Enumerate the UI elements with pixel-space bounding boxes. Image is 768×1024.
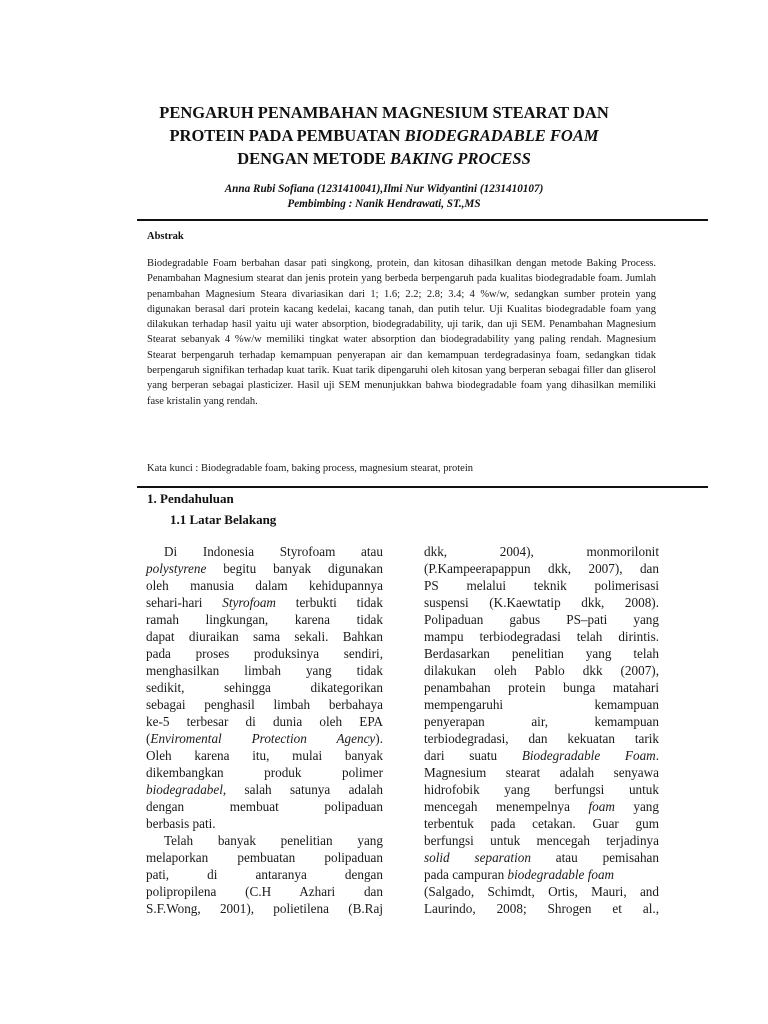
body-line: penyerapan air, kemampuan: [424, 714, 659, 729]
section-heading: 1. Pendahuluan: [147, 491, 234, 506]
body-line: solid separation atau pemisahan: [424, 850, 659, 865]
keywords: Kata kunci : Biodegradable foam, baking process, magnesium stearat, protein: [147, 463, 473, 474]
body-line: sebagai penghasil limbah berbahaya: [146, 697, 383, 712]
body-line: ke-5 terbesar di dunia oleh EPA: [146, 714, 383, 729]
body-column-left: [146, 543, 383, 917]
body-line: mencegah menempelnya foam yang: [424, 799, 659, 814]
body-line: suspensi (K.Kaewtatip dkk, 2008).: [424, 595, 659, 610]
body-line: pada proses produksinya sendiri,: [146, 646, 383, 661]
body-line: dikembangkan produk polimer: [146, 765, 383, 780]
body-line: melaporkan pembuatan polipaduan: [146, 850, 383, 865]
body-line: dengan membuat polipaduan: [146, 799, 383, 814]
title-line-2: PROTEIN PADA PEMBUATAN BIODEGRADABLE FOAM: [169, 126, 599, 145]
body-line: menghasilkan limbah yang tidak: [146, 663, 383, 678]
body-line: mempengaruhi kemampuan: [424, 697, 659, 712]
abstract-body: Biodegradable Foam berbahan dasar pati singkong, protein, dan kitosan dihasilkan dengan metode Baking Process. Penambahan Magnesium stearat dan jenis protein yang berbeda berpengaruh pada kualitas biodegradable foam. Jumlah penambahan Magnesium Steara divariasikan dari 1; 1.6; 2.2; 2.8; 3.4; 4 %w/w, sedangkan sumber protein yang digunakan berasal dari protein kacang kedelai, kacang tanah, dan putih telur. Uji Kualitas biodegradable foam yang dilakukan terhadap hasil yaitu uji water absorption, biodegradability, uji tarik, dan uji SEM. Penambahan Magnesium Stearat sebanyak 4 %w/w memiliki tingkat water absorption dan biodegradability yang paling rendah. Magnesium Stearat berpengaruh terhadap kemampuan penyerapan air dan kemampuan terdegradasinya foam, sedangkan tidak berpengaruh signifikan terhadap kuat tarik. Kuat tarik dipengaruhi oleh kitosan yang berperan sebagai filler dan gliserol yang berperan sebagai plasticizer. Hasil uji SEM menunjukkan bahwa biodegradable foam yang dihasilkan memiliki fase kristalin yang rendah.: [147, 258, 656, 407]
title-line-3: DENGAN METODE BAKING PROCESS: [237, 149, 531, 168]
body-line: hidrofobik yang berfungsi untuk: [424, 782, 659, 797]
body-line: Laurindo, 2008; Shrogen et al.,: [424, 901, 659, 916]
subsection-heading: 1.1 Latar Belakang: [170, 512, 277, 527]
body-column-right: [424, 543, 659, 917]
body-line: berbasis pati.: [146, 816, 216, 831]
paper-title: [60, 101, 708, 170]
body-line: pati, di antaranya dengan: [146, 867, 383, 882]
body-line: PS melalui teknik polimerisasi: [424, 578, 659, 593]
body-line: oleh manusia dalam kehidupannya: [146, 578, 383, 593]
body-line: Telah banyak penelitian yang: [164, 833, 383, 848]
body-line: dilakukan oleh Pablo dkk (2007),: [424, 663, 659, 678]
title-line-1: PENGARUH PENAMBAHAN MAGNESIUM STEARAT DAN: [159, 103, 609, 122]
body-line: biodegradabel, salah satunya adalah: [146, 782, 383, 797]
body-line: penambahan protein bunga matahari: [424, 680, 659, 695]
supervisor: Pembimbing : Nanik Hendrawati, ST.,MS: [287, 198, 481, 210]
body-line: (Salgado, Schimdt, Ortis, Mauri, and: [424, 884, 659, 899]
body-line: Magnesium stearat adalah senyawa: [424, 765, 659, 780]
body-line: terbentuk pada cetakan. Guar gum: [424, 816, 659, 831]
body-line: sedikit, sehingga dikategorikan: [146, 680, 383, 695]
body-line: berfungsi untuk mencegah terjadinya: [424, 833, 659, 848]
body-line: terbiodegradasi, dan kekuatan tarik: [424, 731, 659, 746]
body-line: S.F.Wong, 2001), polietilena (B.Raj: [146, 901, 383, 916]
body-line: Di Indonesia Styrofoam atau: [164, 544, 383, 559]
author-names: Anna Rubi Sofiana (1231410041),Ilmi Nur Widyantini (1231410107): [224, 183, 544, 195]
body-line: polipropilena (C.H Azhari dan: [146, 884, 383, 899]
body-line: dari suatu Biodegradable Foam.: [424, 748, 659, 763]
body-line: sehari-hari Styrofoam terbukti tidak: [146, 595, 383, 610]
body-line: mampu terbiodegradasi telah dirintis.: [424, 629, 659, 644]
body-line: pada campuran biodegradable foam: [424, 867, 615, 882]
author-block: [60, 182, 708, 212]
body-line: (Enviromental Protection Agency).: [146, 731, 383, 746]
body-line: polystyrene begitu banyak digunakan: [146, 561, 383, 576]
body-line: ramah lingkungan, karena tidak: [146, 612, 383, 627]
body-line: Berdasarkan penelitian yang telah: [424, 646, 659, 661]
body-line: Oleh karena itu, mulai banyak: [146, 748, 383, 763]
body-line: Polipaduan gabus PS–pati yang: [424, 612, 659, 627]
abstract-heading: Abstrak: [147, 231, 184, 242]
body-line: (P.Kampeerapappun dkk, 2007), dan: [424, 561, 659, 576]
top-divider: [137, 219, 708, 221]
body-line: dkk, 2004), monmorilonit: [424, 544, 659, 559]
body-line: dapat diuraikan sama sekali. Bahkan: [146, 629, 383, 644]
bottom-divider: [137, 486, 708, 488]
